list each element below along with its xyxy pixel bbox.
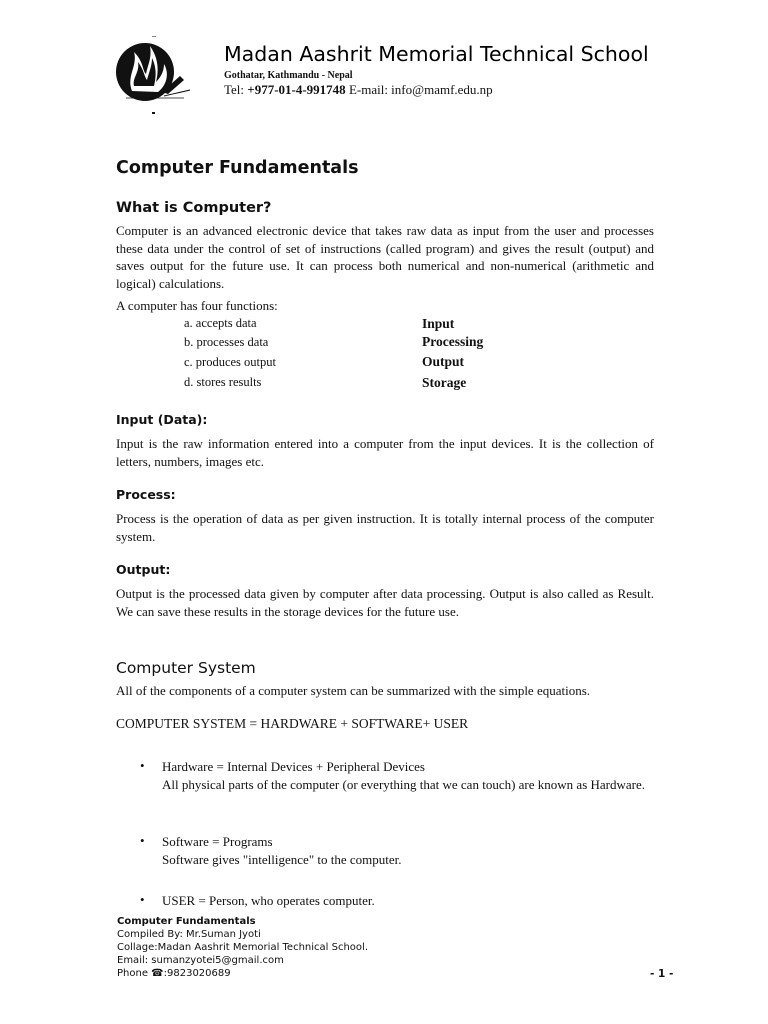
- process-body: Process is the operation of data as per given instruction. It is totally internal process of the computer system.: [116, 511, 654, 544]
- page-number: - 1 -: [650, 968, 674, 980]
- bullet-title: Software = Programs: [162, 834, 273, 849]
- document-title: Computer Fundamentals: [116, 158, 359, 178]
- bullet-title: USER = Person, who operates computer.: [162, 893, 375, 908]
- phone-label: Phone: [117, 968, 152, 979]
- function-item: d. stores results: [184, 375, 262, 389]
- bullet-desc: All physical parts of the computer (or everything that we can touch) are known as Hardware.: [162, 777, 645, 792]
- output-body: Output is the processed data given by computer after data processing. Output is also called as Result. We can save these results in the storage devices for the future use.: [116, 586, 654, 619]
- what-is-body: Computer is an advanced electronic device that takes raw data as input from the user and processes these data under the control of set of instructions (called program) and gives the result (output) and saves output for the future use. It can process both numerical and non-numerical (arithmetic and logical) calculations.: [116, 223, 654, 291]
- function-name: Processing: [422, 334, 484, 349]
- footer-college: Collage:Madan Aashrit Memorial Technical School.: [117, 942, 368, 953]
- footer-title: Computer Fundamentals: [117, 916, 256, 927]
- bullet-title: Hardware = Internal Devices + Peripheral Devices: [162, 759, 425, 774]
- function-item: a. accepts data: [184, 316, 257, 330]
- input-body: Input is the raw information entered into a computer from the input devices. It is the collection of letters, numbers, images etc.: [116, 436, 654, 469]
- computer-system-intro: All of the components of a computer system can be summarized with the simple equations.: [116, 683, 591, 698]
- contact-prefix: Tel:: [224, 82, 248, 97]
- function-name: Input: [422, 316, 455, 331]
- input-heading: Input (Data):: [116, 412, 208, 427]
- bullet-symbol: •: [140, 892, 145, 907]
- school-contact: [224, 82, 493, 98]
- functions-intro: A computer has four functions:: [116, 298, 278, 313]
- function-item: c. produces output: [184, 355, 276, 369]
- phone-value: :9823020689: [163, 968, 231, 979]
- phone-icon: ☎: [151, 968, 164, 979]
- school-address: Gothatar, Kathmandu - Nepal: [224, 70, 353, 81]
- what-is-heading: What is Computer?: [116, 200, 272, 216]
- computer-system-heading: Computer System: [116, 659, 256, 677]
- footer-phone: [117, 968, 231, 979]
- function-item: b. processes data: [184, 335, 269, 349]
- footer-compiled-by: Compiled By: Mr.Suman Jyoti: [117, 929, 261, 940]
- process-heading: Process:: [116, 487, 176, 502]
- bullet-symbol: •: [140, 758, 145, 773]
- function-name: Output: [422, 354, 465, 369]
- computer-system-equation: COMPUTER SYSTEM = HARDWARE + SOFTWARE+ USER: [116, 716, 469, 731]
- email-text: E-mail: info@mamf.edu.np: [345, 82, 493, 97]
- school-name: Madan Aashrit Memorial Technical School: [224, 42, 649, 66]
- bullet-symbol: •: [140, 833, 145, 848]
- bullet-desc: Software gives "intelligence" to the computer.: [162, 852, 402, 867]
- footer-email: Email: sumanzyotei5@gmail.com: [117, 955, 284, 966]
- output-heading: Output:: [116, 562, 171, 577]
- phone-number: +977-01-4-991748: [247, 82, 346, 97]
- function-name: Storage: [422, 375, 467, 390]
- school-logo: [112, 36, 202, 114]
